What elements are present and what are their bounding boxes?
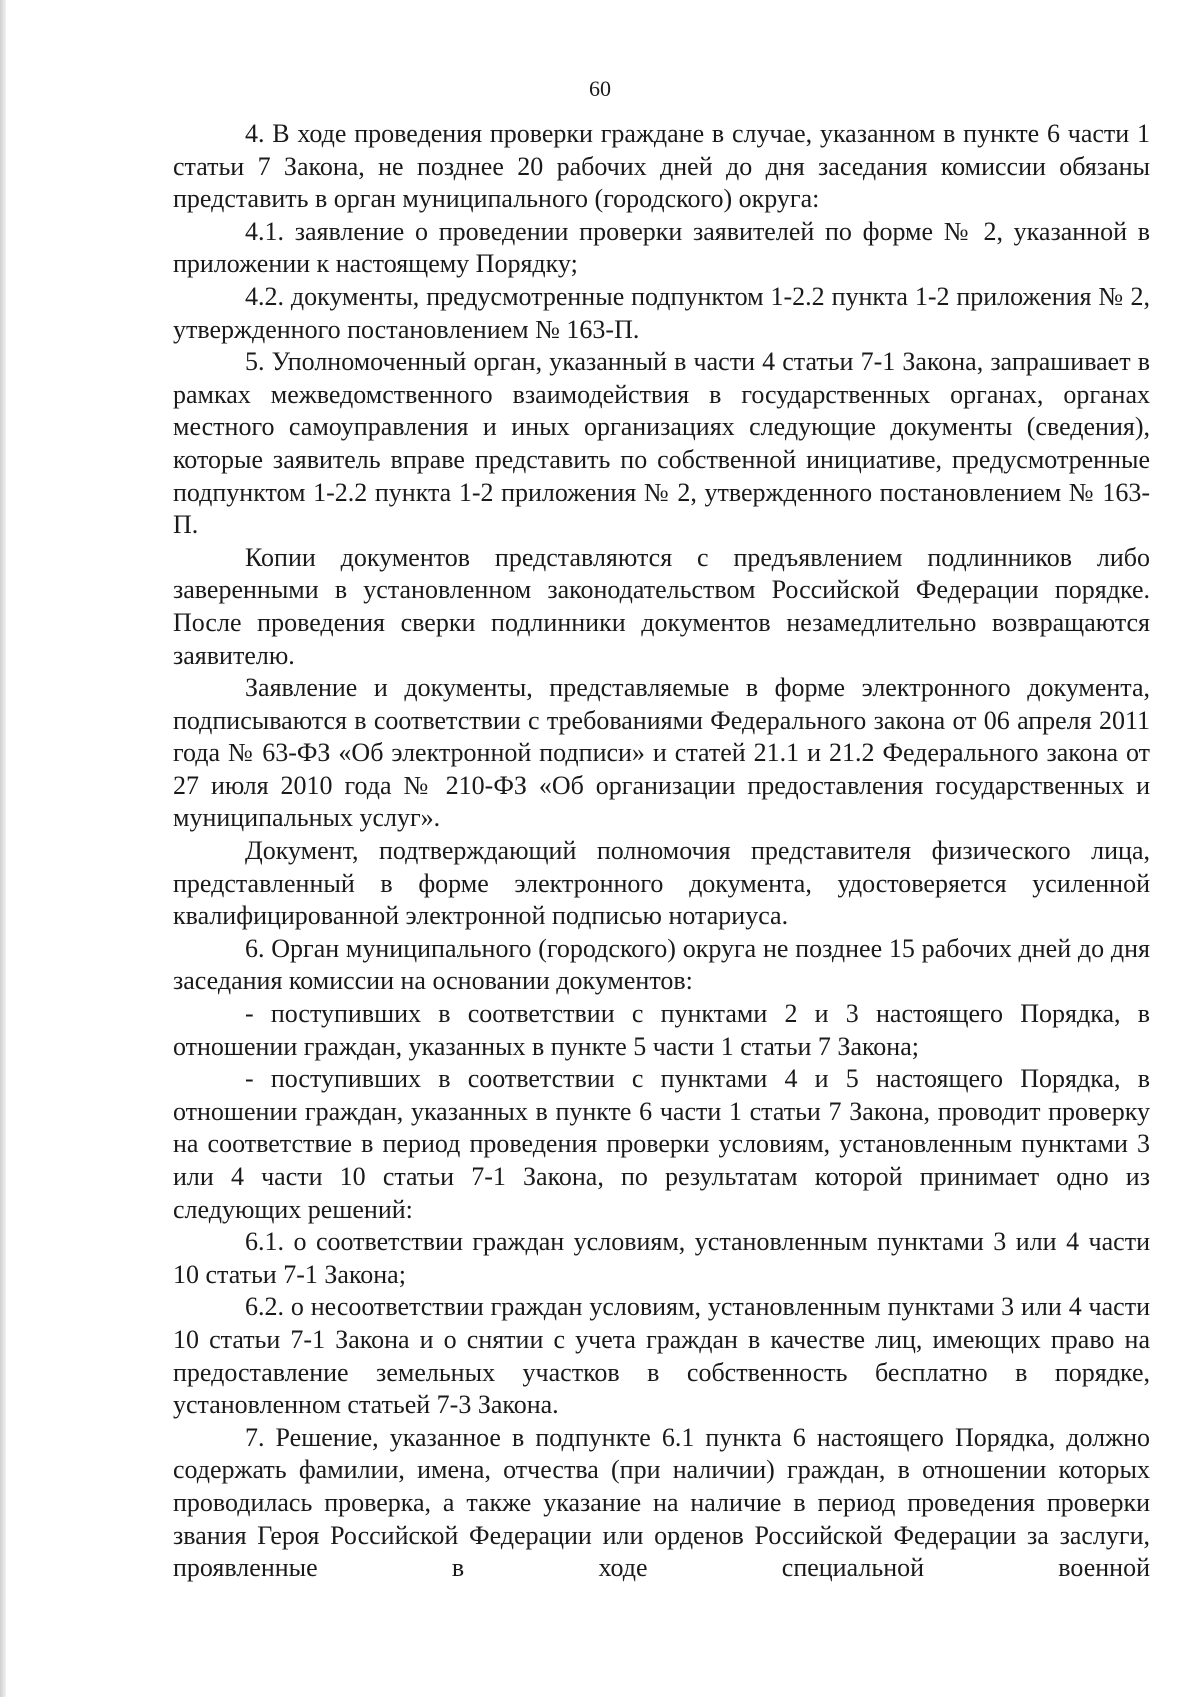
paragraph-4: 4. В ходе проведения проверки граждане в случае, указанном в пункте 6 части 1 статьи 7 Закона, не позднее 20 рабочих дней до дня заседания комиссии обязаны представить в орган муниципального (городского) округа:	[173, 119, 1150, 214]
paragraph-6-2: 6.2. о несоответствии граждан условиям, установленным пунктами 3 или 4 части 10 статьи 7-1 Закона и о снятии с учета граждан в качестве лиц, имеющих право на предоставление земельных участков в собственность бесплатно в порядке, установленном статьей 7-3 Закона.	[173, 1292, 1150, 1420]
paragraph-5: 5. Уполномоченный орган, указанный в части 4 статьи 7-1 Закона, запрашивает в рамках межведомственного взаимодействия в государственных органах, органах местного самоуправления и иных организациях следующие документы (сведения), которые заявитель вправе представить по собственной инициативе, предусмотренные подпунктом 1-2.2 пункта 1-2 приложения № 2, утвержденного постановлением № 163-П.	[173, 347, 1150, 540]
paragraph-6-item-b: - поступивших в соответствии с пунктами 4 и 5 настоящего Порядка, в отношении граждан, указанных в пункте 6 части 1 статьи 7 Закона, проводит проверку на соответствие в период проведения проверки условиям, установленным пунктами 3 или 4 части 10 статьи 7-1 Закона, по результатам которой принимает одно из следующих решений:	[173, 1064, 1150, 1224]
paragraph-6-1: 6.1. о соответствии граждан условиям, установленным пунктами 3 или 4 части 10 статьи 7-1 Закона;	[173, 1227, 1150, 1289]
paragraph-4-2: 4.2. документы, предусмотренные подпунктом 1-2.2 пункта 1-2 приложения № 2, утвержденного постановлением № 163-П.	[173, 281, 1150, 344]
paragraph-6: 6. Орган муниципального (городского) округа не позднее 15 рабочих дней до дня заседания комиссии на основании документов:	[173, 933, 1150, 996]
paragraph-electronic-docs: Заявление и документы, представляемые в форме электронного документа, подписываются в соответствии с требованиями Федерального закона от 06 апреля 2011 года № 63-ФЗ «Об электронной подписи» и статей 21.1 и 21.2 Федерального закона от 27 июля 2010 года № 210-ФЗ «Об организации предоставления государственных и муниципальных услуг».	[173, 673, 1150, 833]
paragraph-4-1: 4.1. заявление о проведении проверки заявителей по форме № 2, указанной в приложении к настоящему Порядку;	[173, 216, 1150, 279]
page-number: 60	[589, 76, 611, 101]
document-body	[173, 118, 1150, 1585]
scan-edge-shadow	[0, 0, 6, 1697]
paragraph-6-item-a: - поступивших в соответствии с пунктами 2 и 3 настоящего Порядка, в отношении граждан, указанных в пункте 5 части 1 статьи 7 Закона;	[173, 999, 1150, 1061]
paragraph-representative: Документ, подтверждающий полномочия представителя физического лица, представленный в форме электронного документа, удостоверяется усиленной квалифицированной электронной подписью нотариуса.	[173, 836, 1150, 931]
paragraph-7: 7. Решение, указанное в подпункте 6.1 пункта 6 настоящего Порядка, должно содержать фамилии, имена, отчества (при наличии) граждан, в отношении которых проводилась проверка, а также указание на наличие в период проведения проверки звания Героя Российской Федерации или орденов Российской Федерации за заслуги, проявленные в ходе специальной военной	[173, 1422, 1150, 1583]
paragraph-copies: Копии документов представляются с предъявлением подлинников либо заверенными в установленном законодательством Российской Федерации порядке. После проведения сверки подлинники документов незамедлительно возвращаются заявителю.	[173, 542, 1150, 670]
